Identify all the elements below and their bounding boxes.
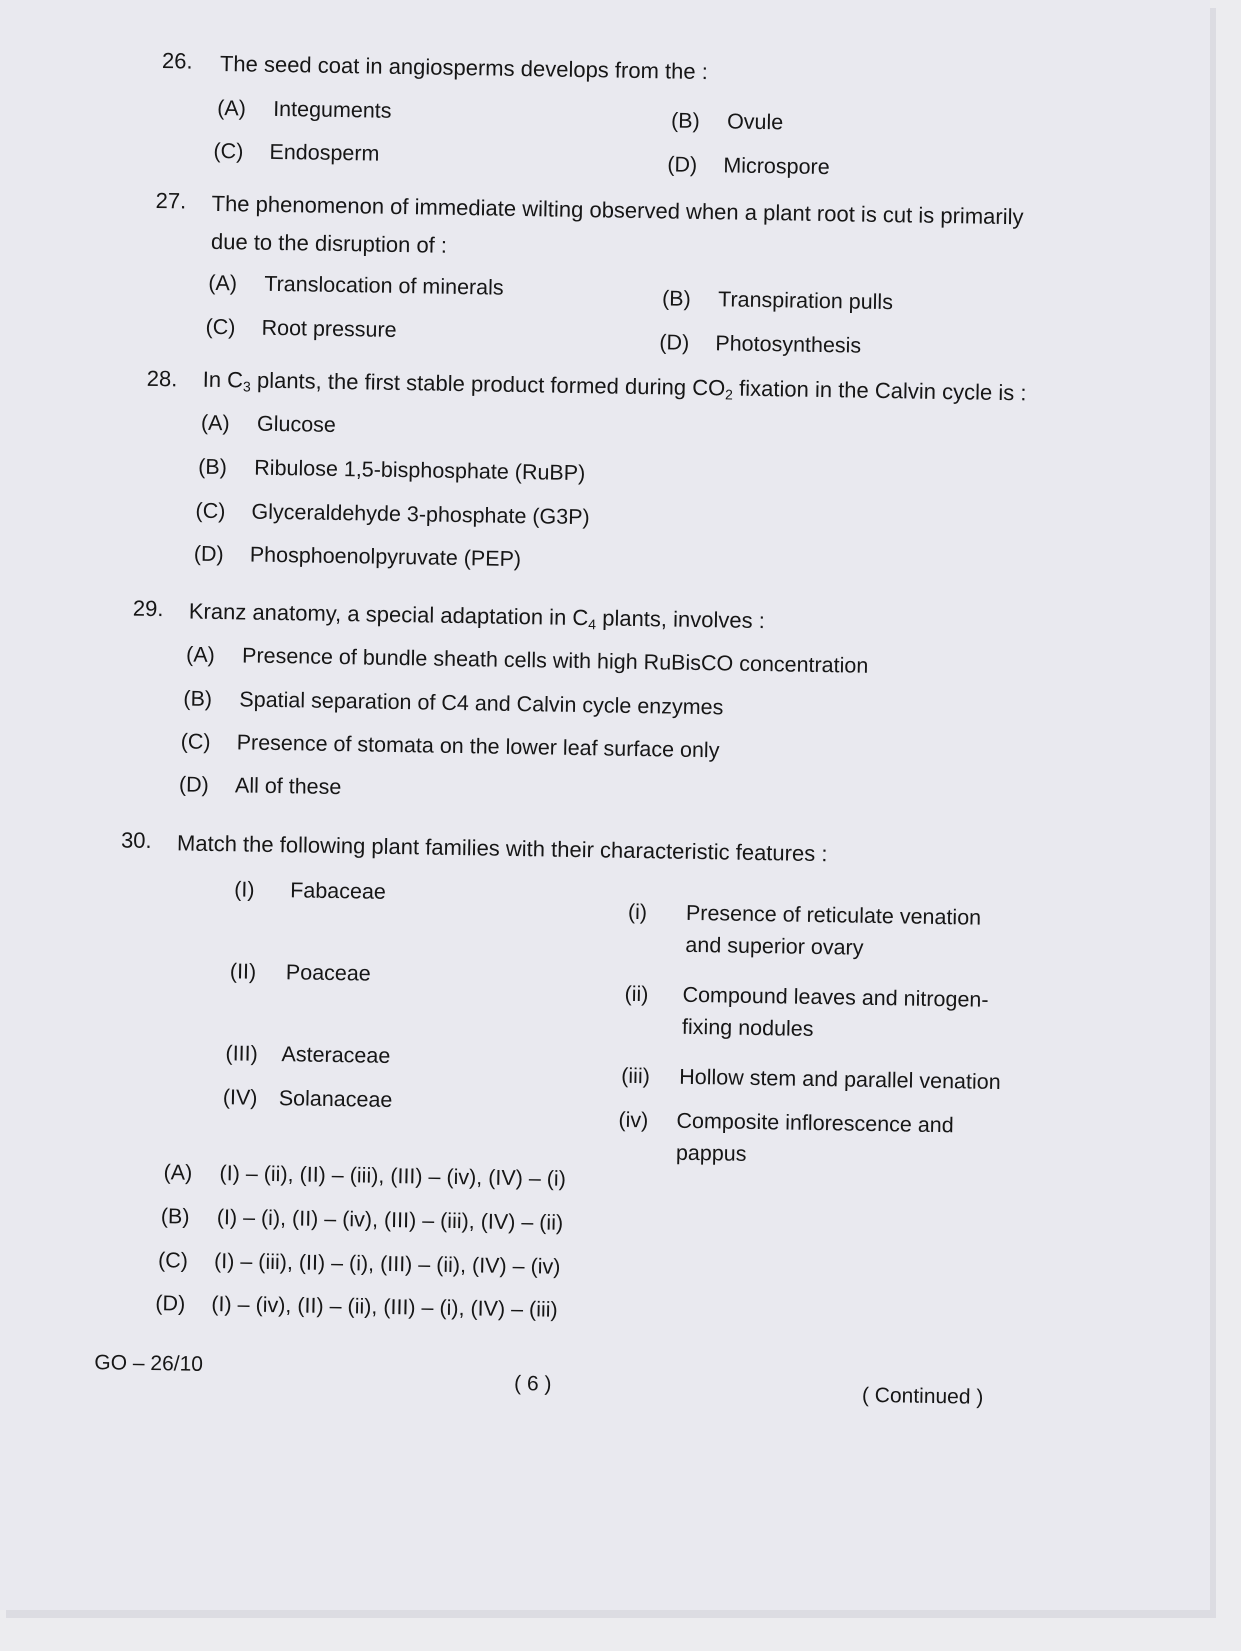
option-a <box>208 271 504 301</box>
feature-label: (i) <box>627 899 648 925</box>
option-label: (D) <box>667 152 698 177</box>
option-text: Ovule <box>726 109 784 135</box>
feature-iv <box>618 1105 1017 1175</box>
option-label: (C) <box>205 314 236 340</box>
subscript: 2 <box>725 386 734 403</box>
feature-text-line: pappus <box>675 1140 747 1166</box>
option-b <box>662 286 893 315</box>
option-label: (C) <box>180 729 211 754</box>
option-d <box>659 330 861 358</box>
option-a <box>201 411 336 438</box>
subscript: 4 <box>588 616 597 633</box>
option-label: (C) <box>195 498 226 524</box>
option-b <box>183 686 723 720</box>
option-text: Translocation of minerals <box>264 271 504 300</box>
list-item-I <box>234 877 386 905</box>
question-text <box>211 185 1112 276</box>
option-text: Root pressure <box>261 315 397 342</box>
option-b <box>161 1204 564 1236</box>
list-text: Asteraceae <box>281 1042 391 1068</box>
feature-i <box>627 897 1026 967</box>
option-text: Endosperm <box>269 139 380 166</box>
list-item-II <box>230 959 371 986</box>
list-text: Fabaceae <box>290 878 387 904</box>
option-label: (A) <box>217 95 247 121</box>
feature-text-line: Compound leaves and nitrogen- <box>682 982 989 1012</box>
list-label: (II) <box>229 959 257 984</box>
option-label: (A) <box>185 642 216 667</box>
feature-label: (iii) <box>621 1063 651 1089</box>
option-label: (B) <box>160 1204 190 1229</box>
option-b <box>198 455 585 486</box>
option-text: Glyceraldehyde 3-phosphate (G3P) <box>251 499 590 530</box>
option-d <box>194 542 522 572</box>
list-label: (I) <box>234 877 255 902</box>
question-text <box>188 593 1069 652</box>
question-number: 29. <box>132 595 164 622</box>
option-a <box>163 1160 566 1192</box>
list-text: Solanaceae <box>278 1086 393 1112</box>
question-text: The seed coat in angiosperms develops from the : <box>219 50 709 85</box>
subscript: 3 <box>242 378 251 395</box>
option-label: (A) <box>163 1160 193 1185</box>
option-text: Ribulose 1,5-bisphosphate (RuBP) <box>254 455 586 486</box>
option-text: All of these <box>234 773 342 800</box>
question-text <box>202 361 1103 420</box>
feature-text-line: Composite inflorescence and <box>676 1108 954 1138</box>
list-text: Poaceae <box>285 960 371 986</box>
question-number: 28. <box>146 365 178 392</box>
text-part: fixation in the Calvin cycle is : <box>732 375 1027 406</box>
text-part: In C <box>202 366 244 393</box>
question-number: 30. <box>120 827 152 853</box>
option-c <box>195 499 590 531</box>
feature-text-line: fixing nodules <box>681 1014 814 1041</box>
option-text: Presence of bundle sheath cells with high RuBisCO concentration <box>241 643 869 678</box>
list-label: (III) <box>225 1041 258 1066</box>
option-label: (C) <box>213 138 244 164</box>
option-c <box>213 139 379 167</box>
option-text: Glucose <box>256 411 337 437</box>
option-label: (B) <box>198 454 228 480</box>
option-label: (B) <box>183 686 213 711</box>
continued-label: ( Continued ) <box>861 1383 984 1409</box>
feature-text-line: Hollow stem and parallel venation <box>679 1064 1001 1095</box>
option-text: (I) – (i), (II) – (iv), (III) – (iii), (IV) – (ii) <box>216 1205 564 1235</box>
question-number: 27. <box>155 187 187 214</box>
feature-iii <box>621 1061 1019 1099</box>
list-item-IV <box>223 1085 393 1113</box>
option-label: (D) <box>178 772 210 797</box>
option-text: (I) – (ii), (II) – (iii), (III) – (iv), (IV) – (i) <box>219 1161 567 1191</box>
question-number: 26. <box>161 48 193 74</box>
option-label: (D) <box>193 541 224 567</box>
option-text: Integuments <box>273 96 392 123</box>
text-part: plants, involves : <box>595 605 766 634</box>
page-number: ( 6 ) <box>513 1372 552 1396</box>
option-text: (I) – (iv), (II) – (ii), (III) – (i), (IV) – (iii) <box>211 1292 558 1322</box>
option-label: (B) <box>670 108 700 133</box>
option-text: Spatial separation of C4 and Calvin cycle enzymes <box>239 687 724 720</box>
feature-ii <box>624 979 1023 1049</box>
option-a <box>217 96 392 124</box>
option-text: Phosphoenolpyruvate (PEP) <box>249 542 522 572</box>
option-text: Transpiration pulls <box>717 287 894 315</box>
question-text: Match the following plant families with their characteristic features : <box>176 830 828 867</box>
feature-text-line: Presence of reticulate venation <box>685 900 982 930</box>
option-c <box>180 729 719 763</box>
option-d <box>667 152 830 180</box>
option-c <box>205 315 396 343</box>
option-label: (C) <box>157 1248 189 1273</box>
paper-code: GO – 26/10 <box>94 1351 204 1376</box>
option-label: (B) <box>661 286 691 311</box>
option-text: Photosynthesis <box>715 331 862 358</box>
option-c <box>158 1248 561 1280</box>
option-d <box>155 1291 558 1323</box>
option-label: (A) <box>208 270 238 296</box>
option-label: (A) <box>200 410 230 436</box>
option-text: (I) – (iii), (II) – (i), (III) – (ii), (IV) – (iv) <box>213 1249 561 1279</box>
question-text-line: due to the disruption of : <box>210 228 448 258</box>
option-label: (D) <box>155 1291 186 1316</box>
option-a <box>186 643 869 679</box>
feature-text-line: and superior ovary <box>685 932 864 960</box>
option-b <box>671 108 784 135</box>
text-part: Kranz anatomy, a special adaptation in C <box>188 598 589 631</box>
option-text: Microspore <box>723 153 830 180</box>
option-label: (D) <box>659 330 690 355</box>
text-part: plants, the first stable product formed during CO <box>250 367 726 401</box>
list-label: (IV) <box>222 1085 258 1110</box>
list-item-III <box>225 1041 390 1069</box>
question-text-line: The phenomenon of immediate wilting observed when a plant root is cut is primarily <box>211 190 1024 230</box>
feature-label: (iv) <box>618 1107 649 1133</box>
option-text: Presence of stomata on the lower leaf surface only <box>236 730 720 763</box>
feature-label: (ii) <box>624 981 649 1007</box>
option-d <box>179 772 342 800</box>
